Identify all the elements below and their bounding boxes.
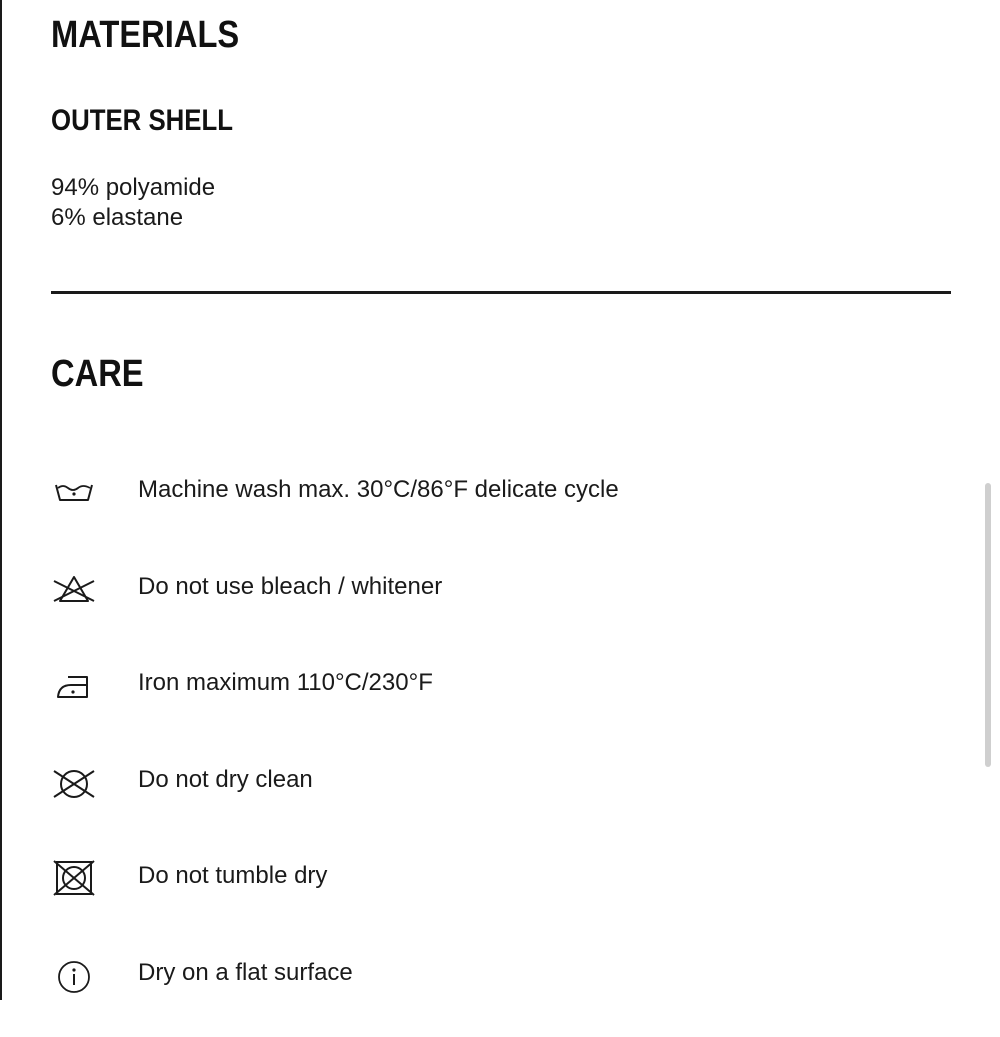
info-icon — [51, 953, 97, 993]
composition-list — [51, 173, 215, 233]
care-item-flat-dry — [51, 941, 951, 1037]
care-item-tumble-dry — [51, 844, 951, 941]
materials-title: MATERIALS — [51, 14, 239, 57]
care-item-wash — [51, 458, 951, 555]
no-bleach-icon — [51, 567, 97, 607]
composition-item: 94% polyamide — [51, 173, 215, 203]
left-edge-border — [0, 0, 2, 1000]
no-dry-clean-icon — [51, 760, 97, 800]
care-item-label: Dry on a flat surface — [138, 958, 353, 988]
outer-shell-title: OUTER SHELL — [51, 104, 233, 138]
care-item-label: Machine wash max. 30°C/86°F delicate cycle — [138, 475, 619, 505]
section-divider — [51, 291, 951, 294]
care-item-label: Do not tumble dry — [138, 861, 327, 891]
care-item-dry-clean — [51, 748, 951, 845]
iron-low-icon — [51, 663, 97, 703]
care-item-label: Do not use bleach / whitener — [138, 572, 442, 602]
composition-item: 6% elastane — [51, 203, 215, 233]
care-instructions-list — [51, 458, 951, 1037]
wash-30-icon — [51, 470, 97, 510]
care-item-label: Iron maximum 110°C/230°F — [138, 668, 433, 698]
care-title: CARE — [51, 353, 144, 396]
care-item-bleach — [51, 555, 951, 652]
care-item-iron — [51, 651, 951, 748]
no-tumble-dry-icon — [51, 856, 97, 896]
care-item-label: Do not dry clean — [138, 765, 313, 795]
scrollbar-thumb[interactable] — [985, 483, 991, 767]
